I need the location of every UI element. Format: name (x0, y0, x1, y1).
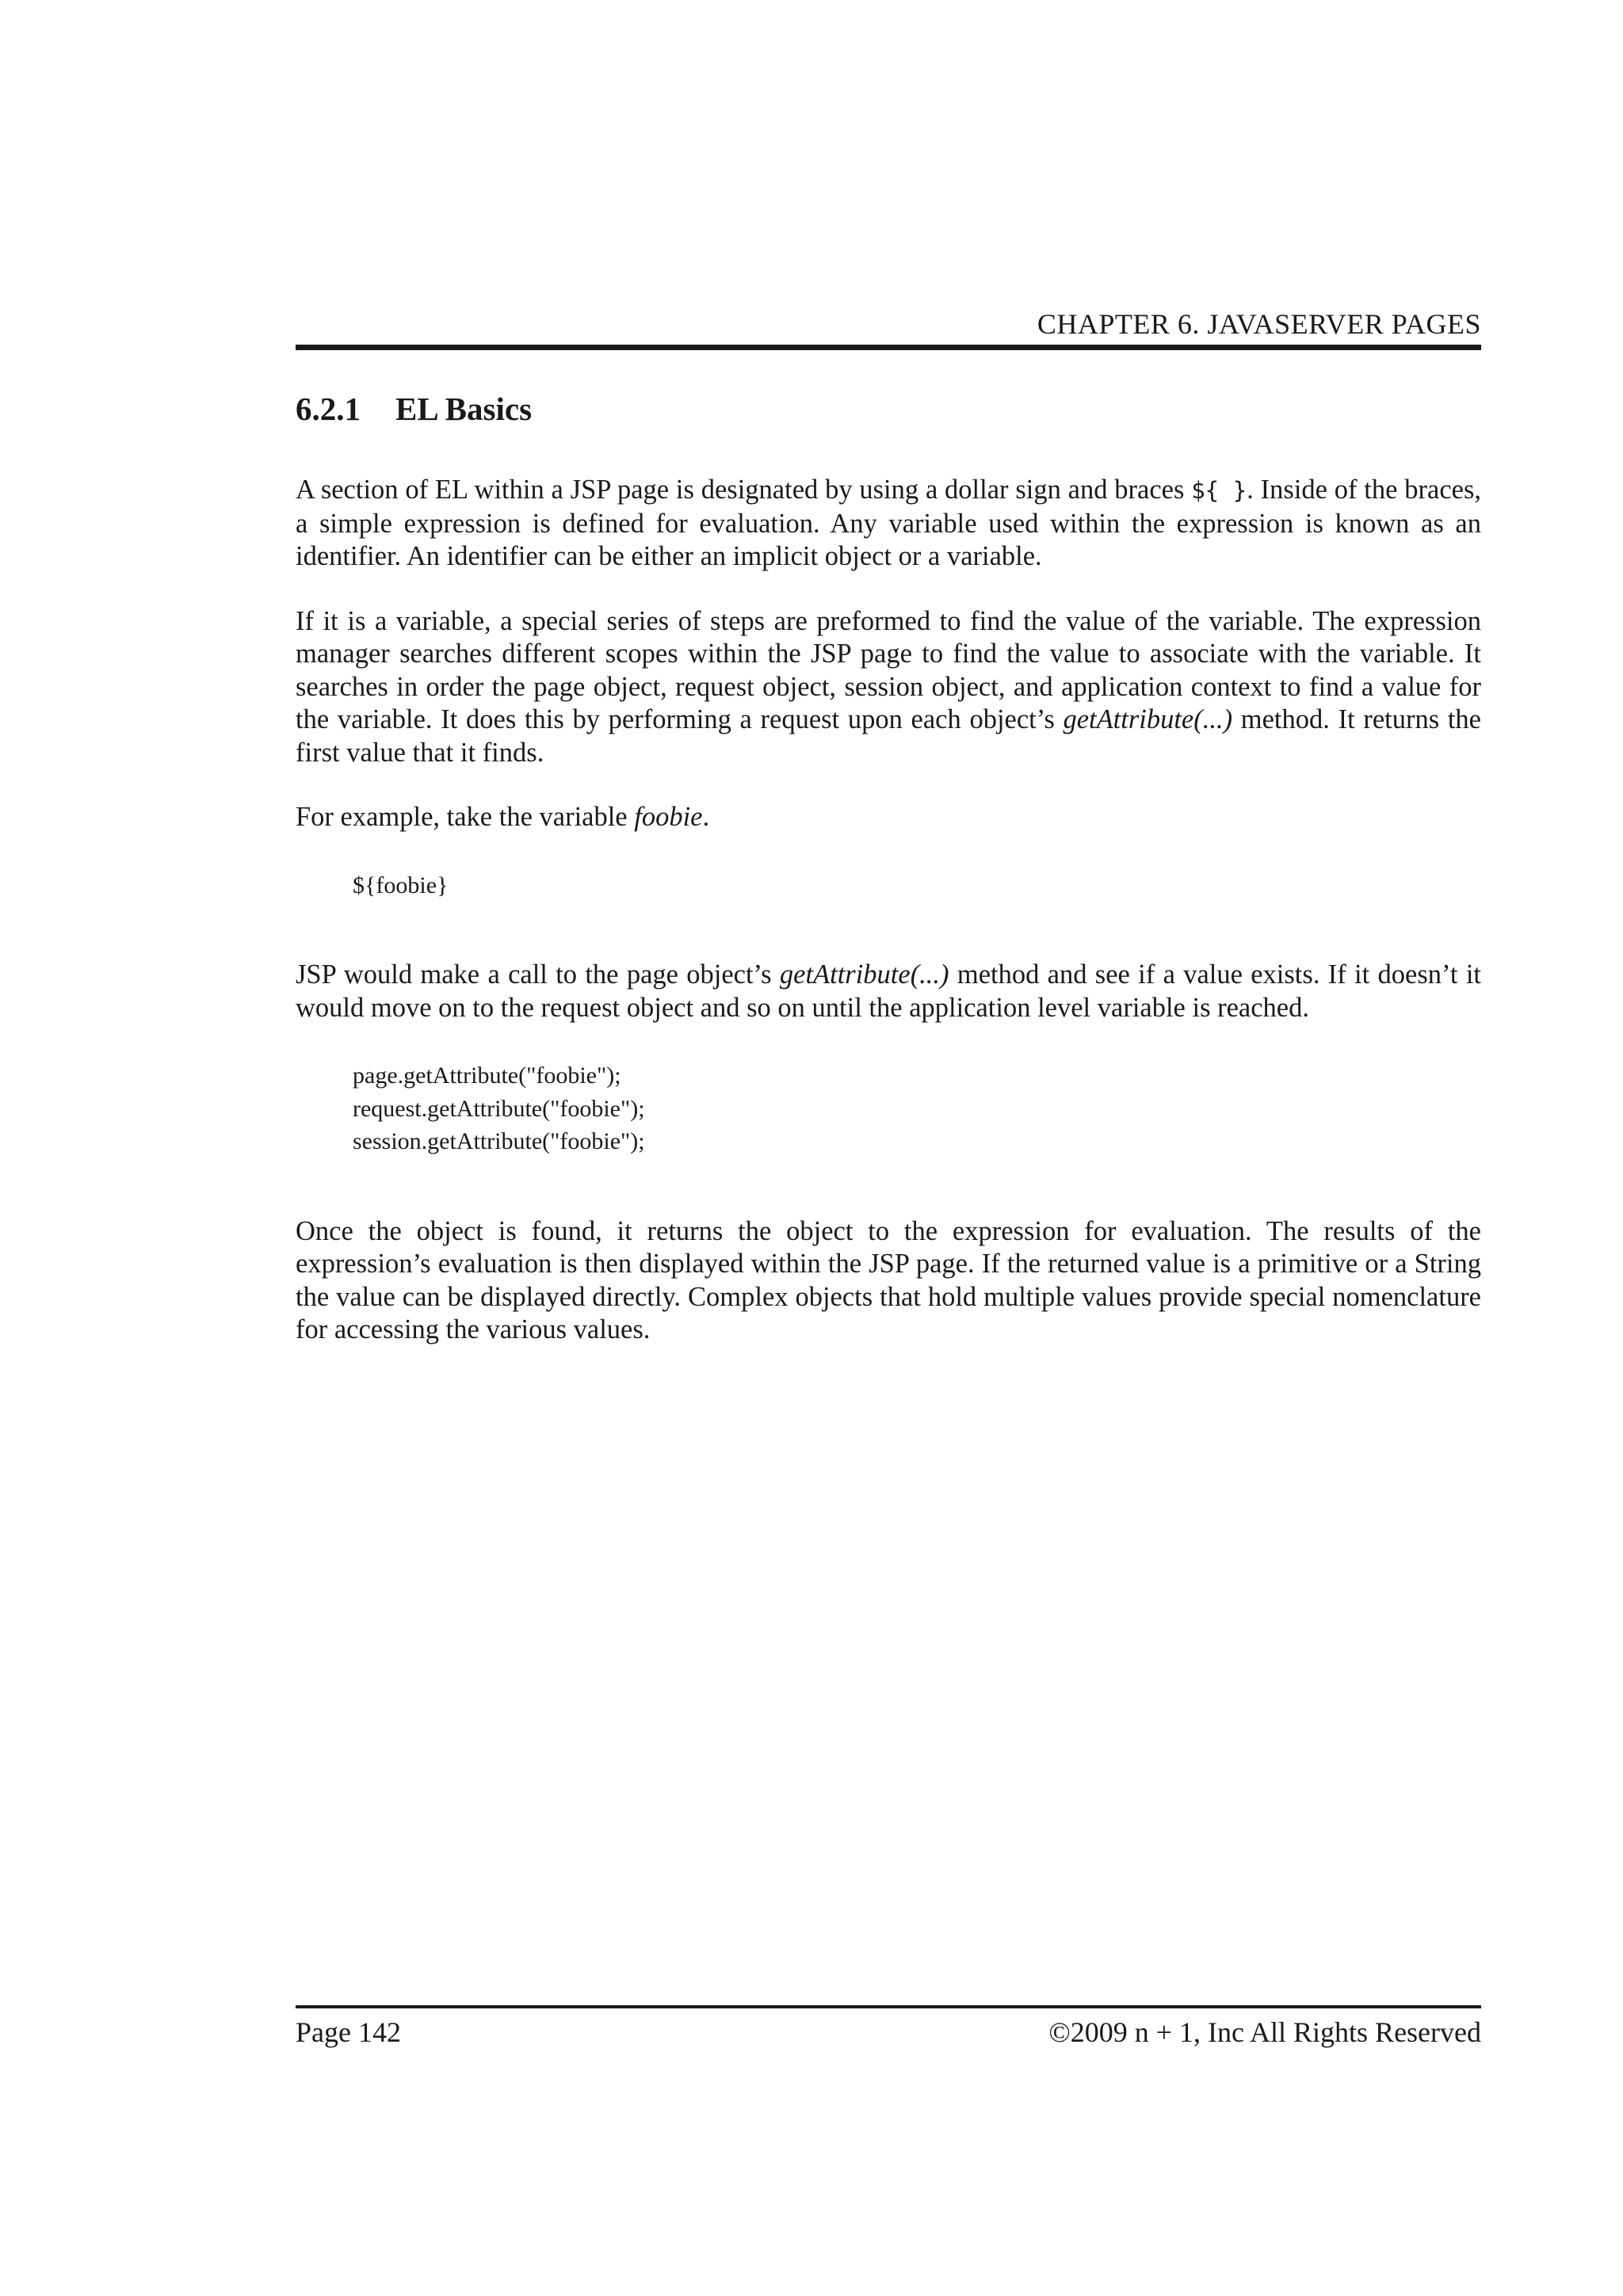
paragraph-1-text-b: . Inside of the braces, a simple expression is defined for evaluation. Any variable used within the expression is known as an identifier. An identifier can be either an implicit object or a variable. (296, 475, 1481, 571)
code-block-example-2 (353, 1059, 1481, 1158)
paragraph-4-text-b: method and see if a value exists. If it doesn’t it would move on to the request object and so on until the application level variable is reached. (296, 959, 1481, 1023)
paragraph-2-text-b: method. It returns the first value that it finds. (296, 704, 1481, 768)
section-number: 6.2.1 (296, 391, 361, 427)
paragraph-2 (296, 605, 1481, 770)
section-title: EL Basics (395, 391, 533, 427)
emphasis-foobie: foobie (634, 802, 703, 832)
paragraph-4 (296, 959, 1481, 1024)
paragraph-5: Once the object is found, it returns the object to the expression for evaluation. The results of the expression’s evaluation is then displayed within the JSP page. If the returned value is a primitive or a String the value can be displayed directly. Complex objects that hold multiple values provide special nomenclature for accessing the various values. (296, 1215, 1481, 1344)
running-head: CHAPTER 6. JAVASERVER PAGES (1037, 308, 1481, 340)
emphasis-getattribute: getAttribute(...) (779, 959, 949, 990)
paragraph-1 (296, 474, 1481, 574)
code-line: page.getAttribute("foobie"); (353, 1062, 621, 1089)
paragraph-3-text-a: For example, take the variable (296, 802, 635, 832)
emphasis-getattribute: getAttribute(...) (1063, 704, 1233, 734)
section-heading (296, 390, 532, 428)
body-text (296, 474, 1481, 1379)
page-number: Page 142 (296, 2016, 401, 2048)
paragraph-3-text-b: . (702, 802, 710, 832)
copyright-notice: ©2009 n + 1, Inc All Rights Reserved (1048, 2016, 1481, 2048)
code-line: session.getAttribute("foobie"); (353, 1128, 645, 1154)
code-block-example-1 (353, 869, 1481, 902)
document-page (296, 0, 1481, 2296)
code-line: ${foobie} (353, 871, 449, 898)
header-rule (296, 345, 1481, 350)
inline-code-el-delimiter: ${ } (1191, 477, 1247, 504)
paragraph-4-text-a: JSP would make a call to the page object’s (296, 959, 780, 990)
paragraph-1-text-a: A section of EL within a JSP page is designated by using a dollar sign and braces (296, 475, 1192, 505)
code-line: request.getAttribute("foobie"); (353, 1095, 645, 1122)
paragraph-3 (296, 801, 1481, 834)
paragraph-2-text-a: If it is a variable, a special series of steps are preformed to find the value of the variable. The expression manager searches different scopes within the JSP page to find the value to associate with the variable. It searches in order the page object, request object, session object, and application context to find a value for the variable. It does this by performing a request upon each object’s (296, 605, 1481, 734)
footer-rule (296, 2005, 1481, 2008)
